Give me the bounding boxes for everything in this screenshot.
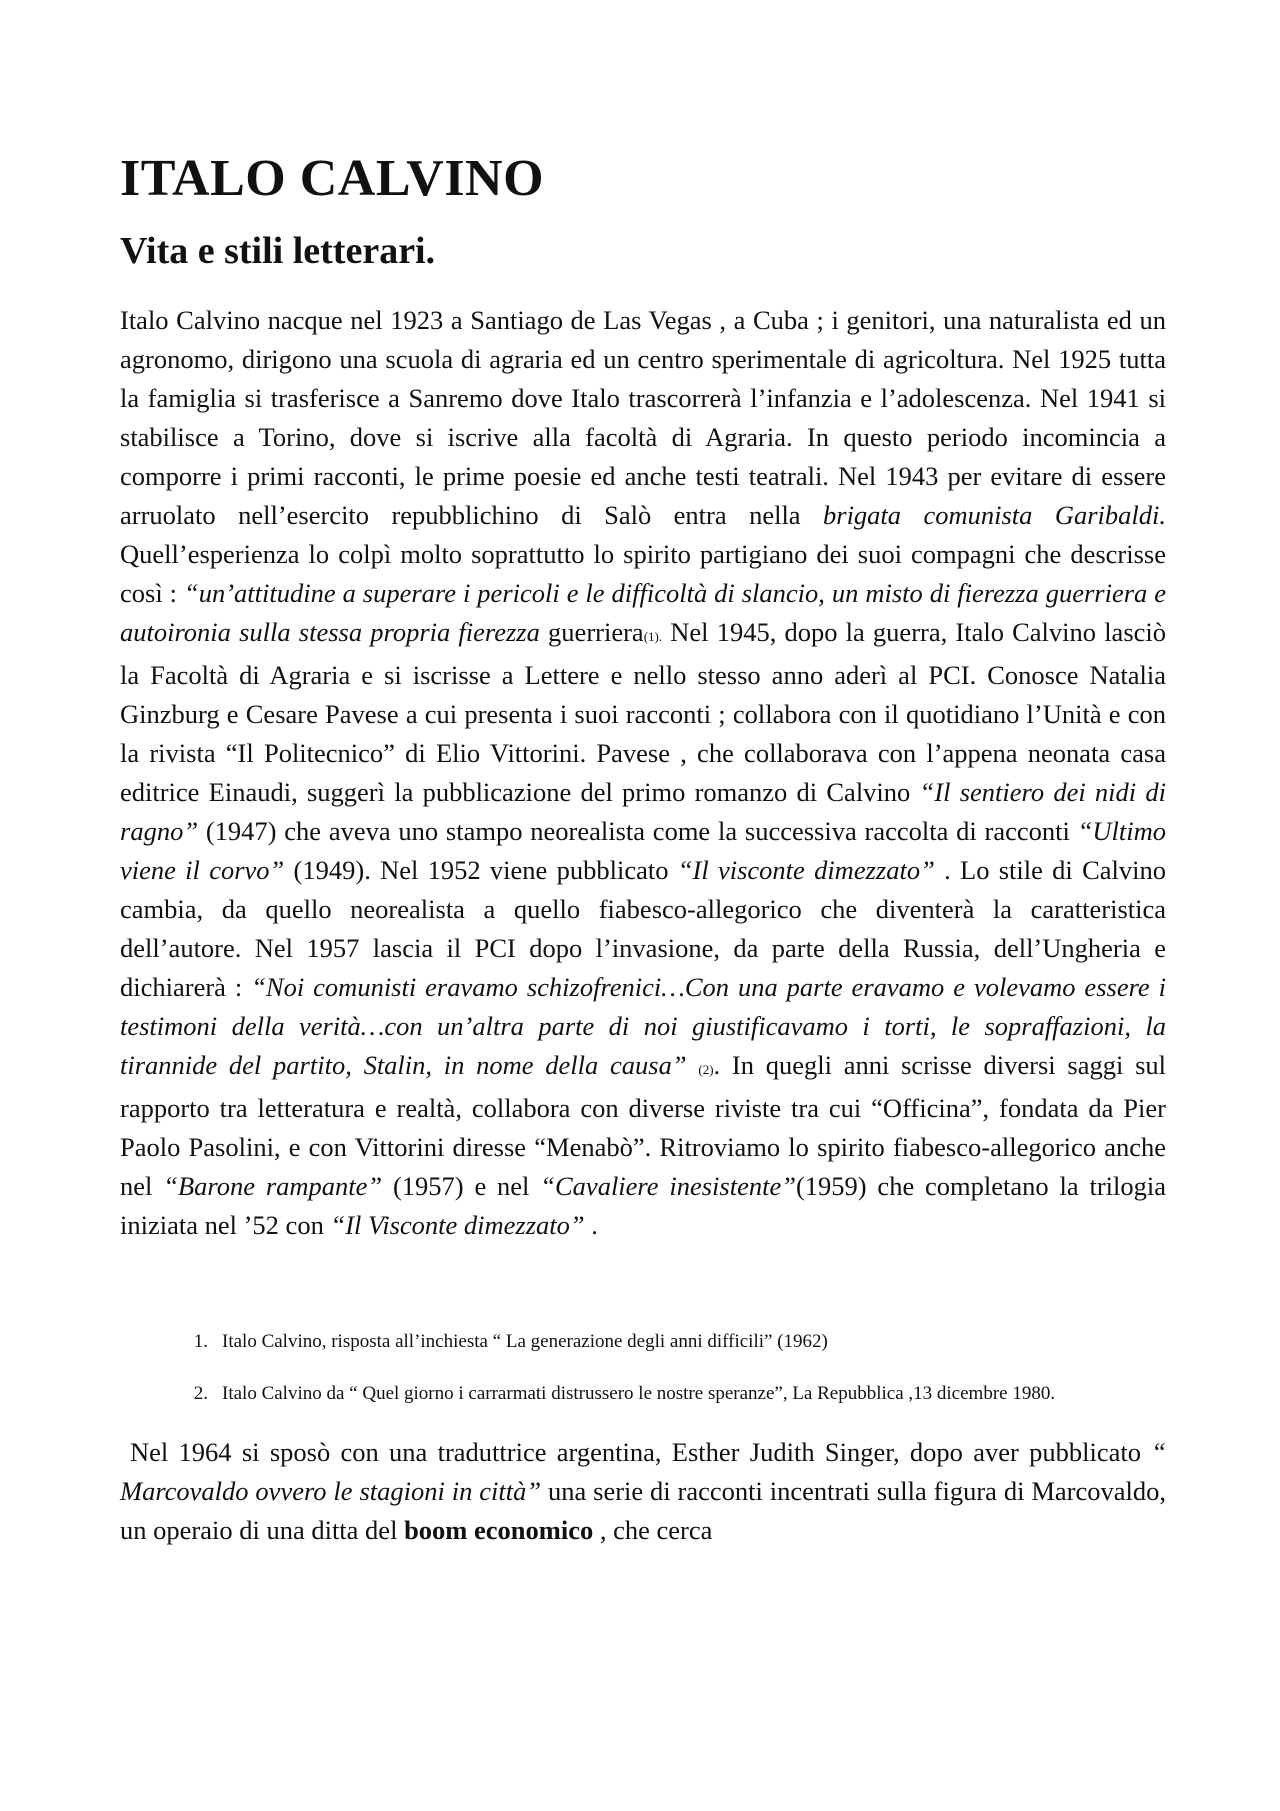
text-run: Quell’esperienza lo colpì molto soprattutto lo spirito partigiano dei suoi compagni che descrisse così : — [120, 538, 1166, 608]
bold-run: boom economico — [404, 1514, 594, 1545]
book-title-run: “Barone rampante” — [163, 1170, 383, 1201]
book-title-run: “Cavaliere inesistente” — [540, 1170, 796, 1201]
text-run: . — [584, 1209, 598, 1240]
text-run: una serie di racconti incentrati sulla figura di Marcovaldo, un operaio di una ditta del — [120, 1475, 1166, 1545]
footnote-item — [168, 1381, 1166, 1407]
footnote-text: Italo Calvino, risposta all’inchiesta “ La generazione degli anni difficili” (1962) — [222, 1330, 828, 1352]
text-run: (1959) che completano la trilogia iniziata nel ’52 con — [120, 1170, 1166, 1240]
paragraph-marriage — [120, 1433, 1166, 1550]
text-run: , che cerca — [593, 1514, 713, 1545]
text-run: Nel 1945, dopo la guerra, Italo Calvino lasciò la Facoltà di Agraria e si iscrisse a Lettere e nello stesso anno aderì al PCI. Conosce Natalia Ginzburg e Cesare Pavese a cui presenta i suoi racconti ; collabora con il quotidiano l’Unità e con la rivista “Il Politecnico” di Elio Vittorini. Pavese , che collaborava con l’appena neonata casa editrice Einaudi, suggerì la pubblicazione del primo romanzo di Calvino — [120, 616, 1167, 807]
text-run: guerriera — [539, 616, 644, 647]
footnote-number: 2. — [193, 1382, 208, 1404]
text-run: . In quegli anni scrisse diversi saggi sul rapporto tra letteratura e realtà, collabora con diverse riviste tra cui “Officina”, fondata da Pier Paolo Pasolini, e con Vittorini diresse “Menabò”. Ritroviamo lo spirito fiabesco-allegorico anche nel — [120, 1049, 1167, 1201]
text-run: Italo Calvino nacque nel 1923 a Santiago de Las Vegas , a Cuba ; i genitori, una naturalista ed un agronomo, dirigono una scuola di agraria ed un centro sperimentale di agricoltura. Nel 1925 tutta la famiglia si trasferisce a Sanremo dove Italo trascorrerà l’infanzia e l’adolescenza. Nel 1941 si stabilisce a Torino, dove si iscrive alla facoltà di Agraria. In questo periodo incomincia a comporre i primi racconti, le prime poesie ed anche testi teatrali. Nel 1943 per evitare di essere arruolato nell’esercito repubblichino di Salò entra nella — [120, 304, 1166, 530]
book-title-run: “Il Visconte dimezzato” — [330, 1209, 585, 1240]
page-title: ITALO CALVINO — [120, 150, 545, 207]
book-title-run: “ Marcovaldo ovvero le stagioni in città” — [120, 1436, 1166, 1506]
footnote-text: Italo Calvino da “ Quel giorno i carrarmati distrussero le nostre speranze”, La Repubblica ,13 dicembre 1980. — [222, 1382, 1056, 1404]
footnote-item — [168, 1329, 1166, 1355]
quote-run: “un’attitudine a superare i pericoli e le difficoltà di slancio, un misto di fierezza guerriera e autoironia sulla stessa propria fierezza — [120, 577, 1166, 647]
text-run: (1947) che aveva uno stampo neorealista come la successiva raccolta di racconti — [198, 815, 1078, 846]
italic-run: brigata comunista Garibaldi. — [823, 499, 1166, 530]
text-run: (1957) e nel — [382, 1170, 541, 1201]
footnote-ref-1: (1). — [643, 628, 663, 644]
text-run: Nel 1964 si sposò con una traduttrice argentina, Esther Judith Singer, dopo aver pubblicato — [130, 1436, 1152, 1467]
footnote-number: 1. — [193, 1330, 208, 1352]
paragraph-biography — [120, 301, 1166, 1245]
book-title-run: “Il sentiero dei nidi di ragno” — [120, 776, 1166, 846]
footnotes-list — [120, 1329, 1166, 1407]
footnote-ref-2: (2) — [698, 1061, 714, 1077]
quote-run: “Noi comunisti eravamo schizofrenici…Con una parte eravamo e volevamo essere i testimoni della verità…con un’altra parte di noi giustificavamo i torti, le sopraffazioni, la tirannide del partito, Stalin, in nome della causa” — [120, 971, 1166, 1080]
section-subtitle: Vita e stili letterari. — [120, 230, 436, 273]
document-page — [120, 150, 1166, 1550]
text-run: . Lo stile di Calvino cambia, da quello neorealista a quello fiabesco-allegorico che diventerà la caratteristica dell’autore. Nel 1957 lascia il PCI dopo l’invasione, da parte della Russia, dell’Ungheria e dichiarerà : — [120, 854, 1166, 1002]
text-run: (1949). Nel 1952 viene pubblicato — [284, 854, 678, 885]
book-title-run: “Il visconte dimezzato” — [677, 854, 935, 885]
book-title-run: “Ultimo viene il corvo” — [120, 815, 1166, 885]
